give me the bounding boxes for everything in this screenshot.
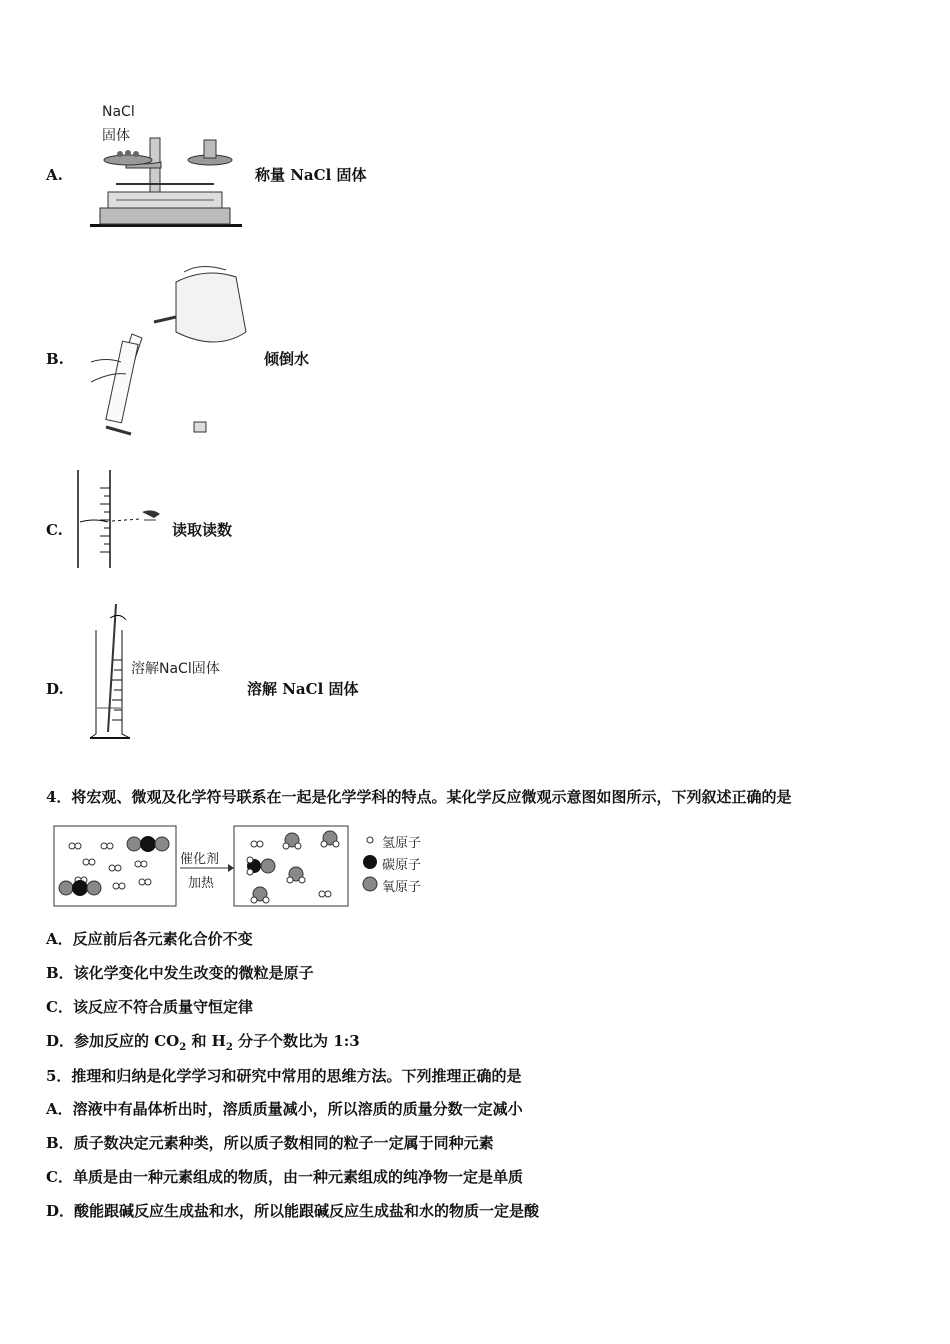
subscript: 2 — [225, 1042, 233, 1053]
q5-choice-c: C．单质是由一种元素组成的物质，由一种元素组成的纯净物一定是单质 — [46, 1168, 523, 1186]
option-d-letter: D. — [46, 680, 64, 698]
q4-choice-b: B．该化学变化中发生改变的微粒是原子 — [46, 964, 314, 982]
reaction-molecules — [52, 824, 432, 910]
q5-choice-b: B．质子数决定元素种类，所以质子数相同的粒子一定属于同种元素 — [46, 1134, 494, 1152]
option-d-caption: 溶解 NaCl 固体 — [247, 680, 359, 698]
option-a-letter: A. — [46, 166, 63, 184]
q4-stem: 4．将宏观、微观及化学符号联系在一起是化学学科的特点。某化学反应微观示意图如图所示，下列叙述正确的是 — [46, 788, 792, 806]
option-b-letter: B. — [46, 350, 64, 368]
reaction-diagram — [52, 824, 432, 910]
pouring-figure — [86, 262, 252, 444]
dissolving-figure — [86, 600, 136, 742]
solid-label: 固体 — [102, 128, 130, 144]
q4-choice-d-suffix: 分子个数比为 1:3 — [232, 1032, 360, 1050]
legend-carbon: 碳原子 — [382, 858, 422, 873]
condition-top: 催化剂 — [180, 852, 220, 867]
q4-choice-d-mid: 和 H — [186, 1032, 226, 1050]
option-a-caption: 称量 NaCl 固体 — [255, 166, 367, 184]
q4-choice-d-prefix: D．参加反应的 CO — [46, 1032, 180, 1050]
balance-figure — [86, 128, 248, 228]
q4-choice-a: A．反应前后各元素化合价不变 — [46, 930, 253, 948]
legend-hydrogen: 氢原子 — [382, 836, 422, 851]
q5-stem: 5．推理和归纳是化学学习和研究中常用的思维方法。下列推理正确的是 — [46, 1067, 522, 1085]
legend-oxygen: 氧原子 — [382, 880, 422, 895]
dissolve-figure-label: 溶解NaCl固体 — [131, 661, 220, 677]
option-b-caption: 倾倒水 — [264, 350, 310, 368]
condition-bottom: 加热 — [188, 876, 215, 891]
option-c-letter: C. — [46, 521, 63, 539]
nacl-label: NaCl — [102, 104, 135, 120]
q5-choice-d: D．酸能跟碱反应生成盐和水，所以能跟碱反应生成盐和水的物质一定是酸 — [46, 1202, 540, 1220]
option-c-caption: 读取读数 — [172, 521, 233, 539]
reading-figure — [74, 468, 164, 570]
subscript: 2 — [179, 1042, 187, 1053]
q4-choice-d — [46, 1032, 360, 1057]
q5-choice-a: A．溶液中有晶体析出时，溶质质量减小，所以溶质的质量分数一定减小 — [46, 1100, 523, 1118]
q4-choice-c: C．该反应不符合质量守恒定律 — [46, 998, 253, 1016]
